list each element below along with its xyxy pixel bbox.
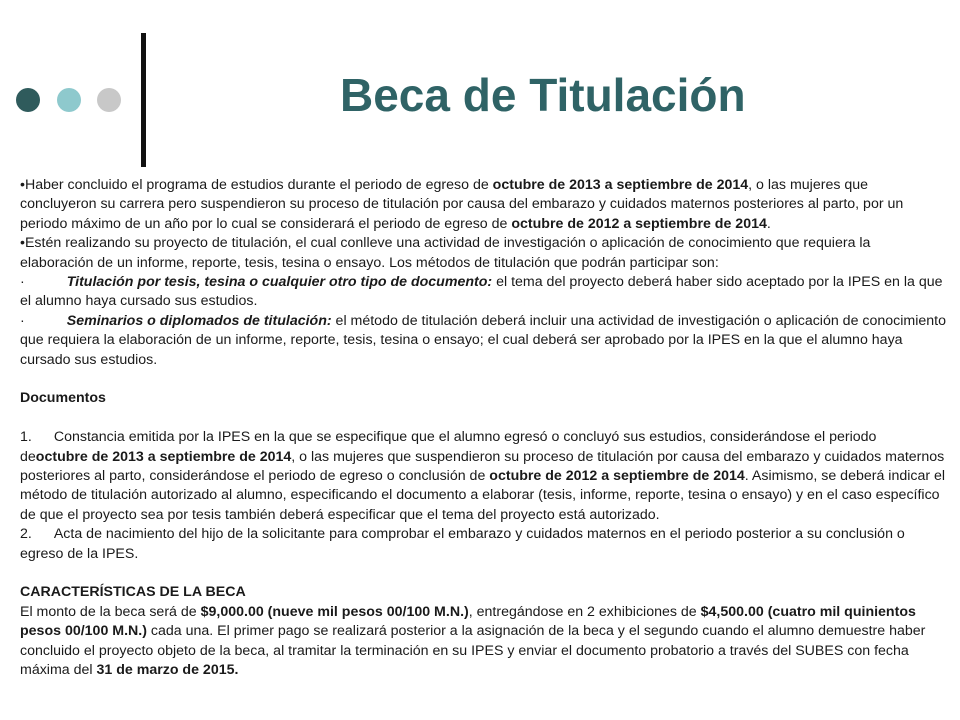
characteristics-heading: CARACTERÍSTICAS DE LA BECA [20,584,246,601]
decorative-dot-dark [16,88,40,112]
decorative-dot-light [57,88,81,112]
documents-heading: Documentos [20,390,106,407]
titulation-method-2: · Seminarios o diplomados de titulación: el método de titulación deberá incluir una actividad de investigación o aplicación de conocimiento que requiera la elaboración de un informe, reporte, tesis, tesina o ensayo; el cual deberá ser aprobado por la IPES en la que el alumno haya cursado sus estudios. [20,312,946,368]
slide-body [20,176,946,681]
title-divider [141,33,146,167]
document-item-2: 2. Acta de nacimiento del hijo de la solicitante para comprobar el embarazo y cuidados maternos en el periodo posterior a su conclusión o egreso de la IPES. [20,526,905,562]
characteristics-text: El monto de la beca será de $9,000.00 (nueve mil pesos 00/100 M.N.), entregándose en 2 exhibiciones de $4,500.00 (cuatro mil quinientos pesos 00/100 M.N.) cada una. El primer pago se realizará posterior a la asignación de la beca y el segundo cuando el alumno demuestre haber concluido el proyecto objeto de la beca, al tramitar la terminación en su IPES y enviar el documento probatorio a través del SUBES con fecha máxima del 31 de marzo de 2015. [20,603,926,679]
requirement-bullet-1: •Haber concluido el programa de estudios durante el periodo de egreso de octubre de 2013 a septiembre de 2014, o las mujeres que concluyeron su carrera pero suspendieron su proceso de titulación por causa del embarazo y cuidados maternos posteriores al parto, por un periodo máximo de un año por lo cual se considerará el periodo de egreso de octubre de 2012 a septiembre de 2014. [20,177,904,232]
requirement-bullet-2: •Estén realizando su proyecto de titulación, el cual conlleve una actividad de investigación o aplicación de conocimiento que requiera la elaboración de un informe, reporte, tesis, tesina o ensayo. Los métodos de titulación que podrán participar son: [20,235,871,271]
decorative-dot-gray [97,88,121,112]
titulation-method-1: · Titulación por tesis, tesina o cualquier otro tipo de documento: el tema del proyecto deberá haber sido aceptado por la IPES en la que el alumno haya cursado sus estudios. [20,274,943,310]
document-item-1: 1. Constancia emitida por la IPES en la que se especifique que el alumno egresó o concluyó sus estudios, considerándose el periodo deoctubre de 2013 a septiembre de 2014, o las mujeres que suspendieron su proceso de titulación por causa del embarazo y cuidados maternos posteriores al parto, considerándose el periodo de egreso o conclusión de octubre de 2012 a septiembre de 2014. Asimismo, se deberá indicar el método de titulación autorizado al alumno, especificando el documento a elaborar (tesis, informe, reporte, tesina o ensayo) y en el caso específico de que el proyecto sea por tesis también deberá especificar que el tema del proyecto está autorizado. [20,429,946,523]
slide-title: Beca de Titulación [340,69,746,121]
